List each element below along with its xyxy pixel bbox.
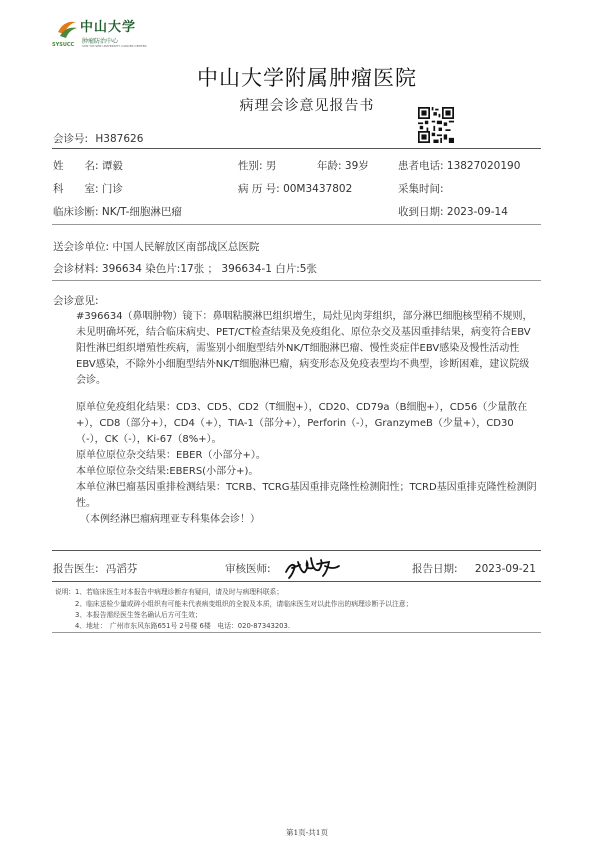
note-item: 4、地址： 广州市东风东路651号 2号楼 6楼 电话：020-87343203. [75,622,290,630]
report-date [412,561,536,576]
reviewer-signature-icon [283,552,343,582]
patient-dept [53,181,123,196]
patient-sex-value: 男 [265,160,277,172]
received-date-value: 2023-09-14 [446,206,508,218]
consult-material [53,261,317,276]
qr-code-icon [418,107,454,143]
consult-number [53,131,143,146]
clinical-diagnosis [53,204,182,219]
ihc-paragraph: 原单位免疫组化结果：CD3、CD5、CD2（T细胞+），CD20、CD79a（B细胞+），CD56（少量散在+），CD8（部分+），CD4（+），TIA-1（部分+），Perforin（-），GranzymeB（少量+），CD30（-），CK（-），Ki-67（8%+）。 [76,402,528,445]
logo-name: 中山大学 [80,20,137,35]
patient-sex [238,158,276,173]
consult-material-label: 会诊材料: [53,263,99,275]
ish-original: 原单位原位杂交结果：EBER（小部分+）。 [76,450,266,461]
consult-number-value: H387626 [95,133,144,145]
collect-time [398,181,444,196]
ihc-results [76,400,538,448]
ish-local: 本单位原位杂交结果:EBERS(小部分+)。 [76,466,259,477]
hospital-logo [52,16,147,52]
patient-phone-label: 患者电话: [398,160,444,172]
patient-age [317,158,369,173]
note-item: 3、本报告需经医生签名确认后方可生效； [75,611,202,619]
patient-record-label: 病 历 号: [238,183,280,195]
page-number: 第1页-共1页 [285,828,329,837]
hospital-title: 中山大学附属肿瘤医院 [197,66,417,90]
divider [52,280,541,281]
divider [52,148,541,149]
note-item: 2、临床送检少量或碎小组织有可能未代表病变组织的全貌及本质，请临床医生对以此作出的病理诊断予以注意； [75,600,413,608]
patient-phone-value: 13827020190 [446,160,521,172]
patient-name-value: 谭毅 [101,160,123,172]
group-consult-note: （本例经淋巴瘤病理亚专科集体会诊！） [80,514,260,525]
clinical-diagnosis-label: 临床诊断: [53,206,99,218]
patient-dept-value: 门诊 [101,183,123,195]
sending-unit-label: 送会诊单位: [53,241,110,253]
divider [52,550,541,551]
opinion-label: 会诊意见: [53,295,99,307]
sending-unit [53,239,259,254]
sending-unit-value: 中国人民解放区南部战区总医院 [112,241,260,253]
clinical-diagnosis-value: NK/T-细胞淋巴瘤 [101,206,182,218]
divider [52,632,541,633]
consult-material-value: 396634 染色片:17张 ； 396634-1 白片:5张 [101,263,317,275]
notes-label: 说明: [55,588,71,596]
report-date-value: 2023-09-21 [474,563,536,575]
received-date-label: 收到日期: [398,206,444,218]
report-doctor-label: 报告医生: [53,563,99,575]
ish-results [76,448,538,528]
report-title: 病理会诊意见报告书 [239,98,375,114]
note-item: 1、若临床医生对本报告中病理诊断存有疑问，请及时与病理科联系； [75,588,284,596]
divider [52,581,541,582]
patient-age-label: 年龄: [317,160,342,172]
logo-emblem-icon [56,18,78,40]
patient-name-label: 姓 名: [53,160,99,172]
patient-name [53,158,123,173]
patient-record [238,181,352,196]
logo-unit: 肿瘤防治中心 [82,38,119,45]
collect-time-label: 采集时间: [398,183,444,195]
logo-abbr: SYSUCC [52,42,75,48]
report-doctor-value: 冯滔芬 [105,563,138,575]
opinion-paragraph: #396634（鼻咽肿物）镜下：鼻咽粘膜淋巴组织增生，局灶见肉芽组织，部分淋巴细胞核型稍不规则，未见明确坏死，结合临床病史、PET/CT检查结果及免疫组化、原位杂交及基因重排结果，病变符合EBV阳性淋巴组织增殖性疾病，需鉴别小细胞型结外NK/T细胞淋巴瘤、慢性炎症伴EBV感染及慢性活动性EBV感染，不除外小细胞型结外NK/T细胞淋巴瘤，病变形态及免疫表型均不典型，诊断困难，建议院级会诊。 [76,311,533,386]
logo-english: SUN YAT-SEN UNIVERSITY CANCER CENTER [82,44,147,48]
consult-number-label: 会诊号: [53,133,89,145]
received-date [398,204,508,219]
patient-dept-label: 科 室: [53,183,99,195]
gene-rearrangement: 本单位淋巴瘤基因重排检测结果：TCRB、TCRG基因重排克隆性检测阳性；TCRD基因重排克隆性检测阴性。 [76,482,537,509]
report-date-label: 报告日期: [412,563,458,575]
patient-phone [398,158,520,173]
reviewer-label: 审核医师: [225,563,271,575]
patient-sex-label: 性别: [238,160,263,172]
report-doctor [53,561,137,576]
patient-record-value: 00M3437802 [283,183,353,195]
opinion-body [62,309,537,389]
patient-age-value: 39岁 [344,160,369,172]
divider [52,224,541,225]
